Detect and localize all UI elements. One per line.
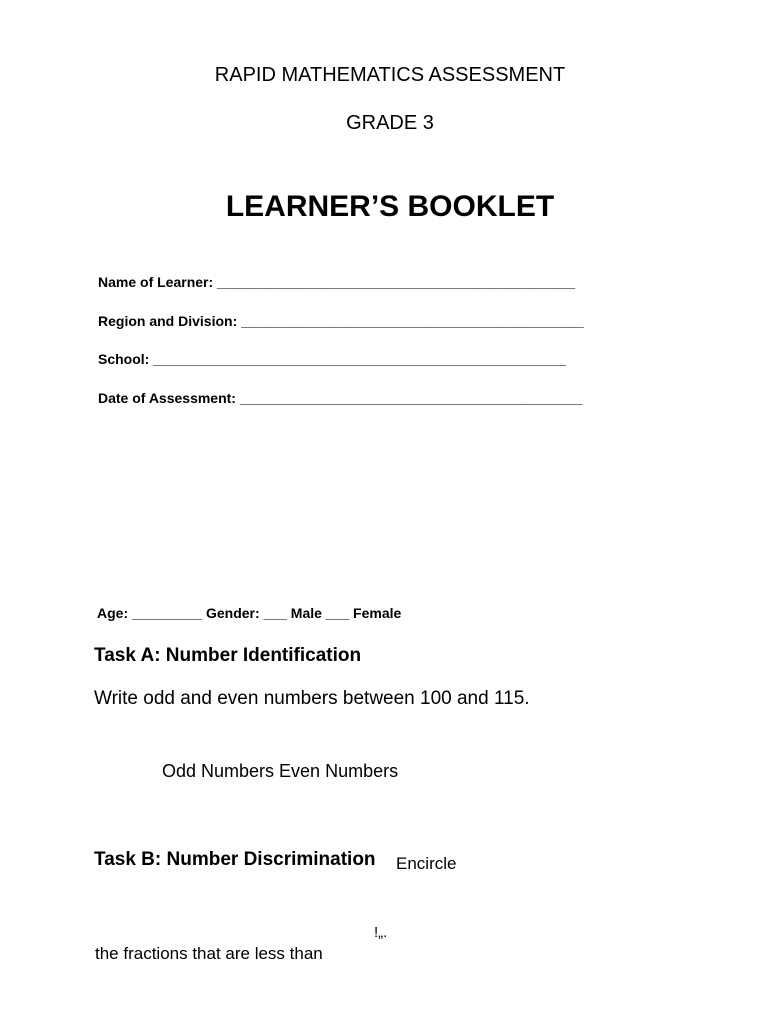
task-b-encircle-text: Encircle — [396, 854, 457, 873]
age-gender-row: Age: _________ Gender: ___ Male ___ Female — [97, 605, 402, 621]
task-a-column-headers: Odd Numbers Even Numbers — [162, 761, 399, 781]
assessment-date-field: Date of Assessment: ____________________________________________ — [98, 390, 583, 406]
booklet-title: LEARNER’S BOOKLET — [225, 190, 555, 223]
task-b-fraction-glyph: !„. — [374, 924, 388, 941]
learner-name-field: Name of Learner: ______________________________________________ — [98, 274, 576, 290]
grade-label: GRADE 3 — [346, 112, 434, 134]
region-division-field: Region and Division: ____________________________________________ — [98, 313, 584, 329]
assessment-title: RAPID MATHEMATICS ASSESSMENT — [214, 64, 566, 86]
task-a-heading: Task A: Number Identification — [94, 645, 362, 666]
task-b-instruction: the fractions that are less than — [95, 944, 323, 963]
task-b-heading: Task B: Number Discrimination — [94, 849, 376, 870]
school-field: School: _____________________________________________________ — [98, 351, 566, 367]
task-a-instruction: Write odd and even numbers between 100 and 115. — [94, 688, 530, 709]
